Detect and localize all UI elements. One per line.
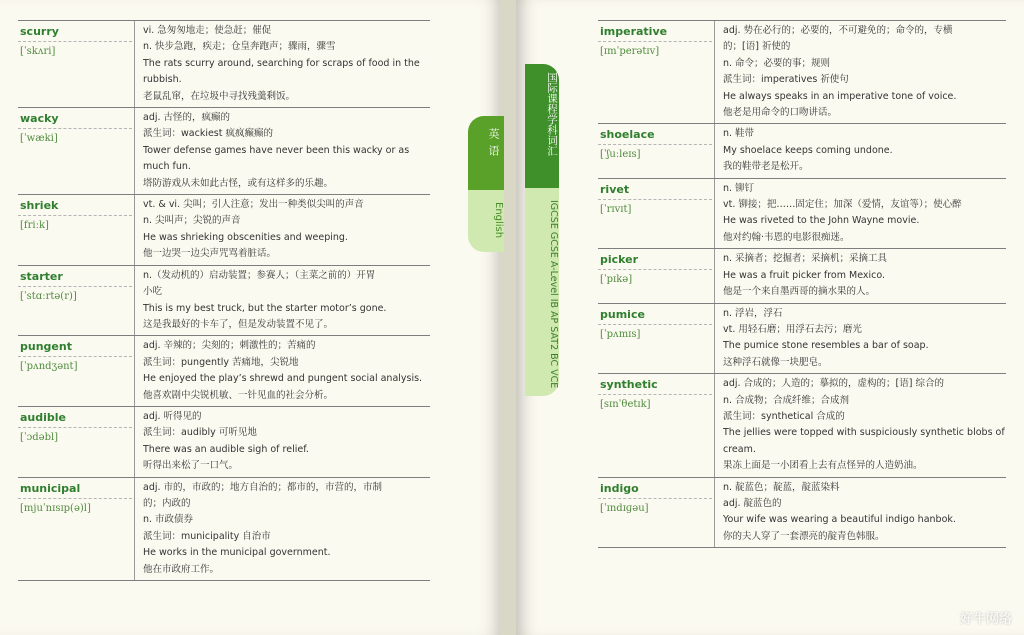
definition-line: He enjoyed the play’s shrewd and pungent social analysis. — [143, 373, 423, 385]
definition-line: n. 市政债券 — [143, 514, 194, 526]
definition-line: vi. 急匆匆地走；使急赶；催促 — [143, 25, 272, 36]
headword: imperative — [600, 25, 668, 38]
headword: audible — [20, 410, 67, 424]
definition-line: Tower defense games have never been this wacky or as — [143, 144, 410, 156]
entry-definition-cell — [135, 478, 430, 580]
phonetic: [ˈwæki] — [20, 132, 132, 146]
definition-line: adj. 合成的；人造的；摹拟的，虚构的；[语] 综合的 — [723, 378, 944, 390]
headword: synthetic — [600, 378, 658, 392]
definition-line: adj. 古怪的，疯癫的 — [143, 112, 231, 124]
course-series-tab — [525, 64, 561, 396]
definition-line: vt. & vi. 尖叫；引人注意；发出一种类似尖叫的声音 — [143, 199, 364, 211]
definition-line: This is my best truck, but the starter motor’s gone. — [143, 302, 387, 314]
definition-line: n. 合成物；合成纤维；合成剂 — [723, 394, 850, 406]
vocab-entry — [18, 265, 430, 336]
headword: pungent — [20, 340, 72, 354]
definition-line: He was riveted to the John Wayne movie. — [723, 215, 920, 227]
definition-line: 派生词：audibly 可听见地 — [143, 427, 257, 439]
definition-line: much fun. — [143, 161, 191, 173]
entry-headword-cell — [598, 249, 715, 302]
definition-line: vt. 用轻石磨；用浮石去污；磨光 — [723, 323, 862, 335]
vocab-entry — [598, 20, 1006, 123]
definition-line: 这是我最好的卡车了，但是发动装置不见了。 — [143, 318, 334, 330]
definition-line: He was shrieking obscenities and weeping. — [143, 231, 348, 243]
definition-line: He works in the municipal government. — [143, 547, 331, 559]
vocab-entry — [598, 477, 1006, 549]
phonetic: [ˈpʌndʒənt] — [20, 360, 132, 374]
phonetic: [ˈɔdəbl] — [20, 431, 132, 445]
watermark: 好牛网络 — [959, 612, 1012, 627]
definition-line: 塔防游戏从未如此古怪，或有这样多的乐趣。 — [143, 177, 334, 189]
definition-line: adj. 势在必行的；必要的，不可避免的；命令的，专横 — [723, 25, 953, 36]
definition-line: n. 靛蓝色；靛蓝，靛蓝染料 — [723, 481, 840, 493]
definition-line: n. 采摘者；挖掘者；采摘机；采摘工具 — [723, 253, 888, 265]
entry-headword-cell — [598, 304, 715, 374]
definition-line: He was a fruit picker from Mexico. — [723, 269, 886, 281]
english-section-tab — [468, 116, 504, 252]
entry-headword-cell — [18, 108, 135, 194]
entry-headword-cell — [18, 478, 135, 580]
definition-line: adj. 市的，市政的；地方自治的；都市的，市营的，市制 — [143, 481, 383, 493]
phonetic: [ˈrɪvɪt] — [600, 203, 712, 217]
entry-headword-cell — [18, 195, 135, 265]
tab-label-english-en: English — [493, 202, 504, 239]
entry-definition-cell — [715, 478, 1006, 548]
entry-definition-cell — [135, 336, 430, 406]
definition-line: The pumice stone resembles a bar of soap. — [723, 340, 929, 352]
left-entry-list — [18, 20, 430, 581]
vocab-entry — [18, 335, 430, 406]
definition-line: 的；内政的 — [143, 497, 191, 509]
definition-line: rubbish. — [143, 74, 182, 86]
definition-line: n. 尖叫声；尖锐的声音 — [143, 215, 241, 227]
headword: rivet — [600, 182, 630, 196]
headword: pumice — [600, 307, 645, 321]
vocab-entry — [598, 248, 1006, 302]
definition-line: adj. 听得见的 — [143, 410, 202, 422]
entry-definition-cell — [715, 249, 1006, 302]
phonetic: [ˈʃuːleɪs] — [600, 148, 712, 162]
book-gutter — [500, 0, 516, 635]
phonetic: [ɪmˈperətɪv] — [600, 45, 712, 59]
definition-line: vt. 铆接；把……固定住；加深（爱情，友谊等）；使心醉 — [723, 199, 962, 211]
phonetic: [ˈskʌri] — [20, 45, 132, 59]
headword: picker — [600, 253, 639, 267]
phonetic: [friːk] — [20, 219, 132, 233]
definition-line: There was an audible sigh of relief. — [143, 443, 309, 455]
phonetic: [mjuˈnɪsɪp(ə)l] — [20, 502, 132, 516]
definition-line: 小吃 — [143, 286, 163, 298]
headword: shoelace — [600, 128, 655, 142]
definition-line: 他对约翰·韦恩的电影很痴迷。 — [723, 231, 850, 243]
phonetic: [ˈstɑːrtə(r)] — [20, 290, 132, 304]
vocab-entry — [598, 303, 1006, 374]
vocab-entry — [18, 107, 430, 194]
series-title: 国际课程学科词汇 — [546, 72, 558, 156]
vocab-entry — [598, 123, 1006, 177]
definition-line: 派生词：imperatives 祈使句 — [723, 74, 849, 86]
entry-headword-cell — [598, 21, 715, 123]
definition-line: n.（发动机的）启动装置；参赛人；（主菜之前的）开胃 — [143, 269, 376, 281]
definition-line: My shoelace keeps coming undone. — [723, 144, 893, 156]
headword: wacky — [20, 112, 59, 126]
entry-definition-cell — [715, 21, 1006, 123]
definition-line: 他一边哭一边尖声咒骂着脏话。 — [143, 248, 277, 260]
entry-definition-cell — [135, 21, 430, 107]
entry-definition-cell — [715, 304, 1006, 374]
series-course-list: IGCSE GCSE A-Level IB AP SAT2 BC VCE — [548, 200, 559, 389]
definition-line: 我的鞋带老是松开。 — [723, 161, 809, 173]
phonetic: [ˈpʌmɪs] — [600, 328, 712, 342]
entry-definition-cell — [135, 407, 430, 477]
definition-line: adj. 靛蓝色的 — [723, 497, 782, 509]
entry-headword-cell — [18, 336, 135, 406]
definition-line: The jellies were topped with suspiciously synthetic blobs of — [723, 427, 1005, 439]
definition-line: 派生词：municipality 自治市 — [143, 530, 271, 542]
definition-line: 的；[语] 祈使的 — [723, 41, 791, 53]
headword: scurry — [20, 25, 59, 38]
definition-line: n. 鞋带 — [723, 128, 755, 140]
definition-line: 他老是用命令的口吻讲话。 — [723, 107, 838, 119]
definition-line: n. 铆钉 — [723, 182, 755, 194]
right-entry-list — [598, 20, 1006, 548]
definition-line: adj. 辛辣的；尖刻的；刺激性的；苦痛的 — [143, 340, 316, 352]
tab-label-english-cn: 英语 — [487, 128, 500, 162]
vocab-entry — [598, 178, 1006, 249]
definition-line: 果冻上面是一小团看上去有点怪异的人造奶油。 — [723, 460, 923, 472]
entry-definition-cell — [715, 179, 1006, 249]
entry-definition-cell — [715, 374, 1006, 476]
headword: shriek — [20, 199, 59, 213]
entry-headword-cell — [18, 266, 135, 336]
vocab-entry — [18, 20, 430, 107]
definition-line: 他喜欢剧中尖锐机敏、一针见血的社会分析。 — [143, 389, 334, 401]
vocab-entry — [598, 373, 1006, 476]
definition-line: 老鼠乱窜，在垃圾中寻找残羹剩饭。 — [143, 90, 296, 102]
entry-headword-cell — [18, 21, 135, 107]
phonetic: [ˈpɪkə] — [600, 273, 712, 287]
entry-headword-cell — [18, 407, 135, 477]
definition-line: n. 浮岩，浮石 — [723, 307, 783, 319]
definition-line: 这种浮石就像一块肥皂。 — [723, 356, 828, 368]
phonetic: [ˈɪndɪɡəu] — [600, 502, 712, 516]
definition-line: 派生词：synthetical 合成的 — [723, 410, 845, 422]
headword: municipal — [20, 481, 81, 495]
definition-line: 他是一个来自墨西哥的摘水果的人。 — [723, 286, 876, 298]
entry-definition-cell — [135, 266, 430, 336]
entry-headword-cell — [598, 179, 715, 249]
definition-line: n. 快步急跑，疾走；仓皇奔跑声；骤雨，骤雪 — [143, 41, 336, 53]
definition-line: 听得出来松了一口气。 — [143, 460, 239, 472]
definition-line: 派生词：wackiest 疯疯癫癫的 — [143, 128, 273, 140]
vocab-entry — [18, 194, 430, 265]
entry-headword-cell — [598, 124, 715, 177]
definition-line: 他在市政府工作。 — [143, 563, 220, 575]
entry-definition-cell — [135, 195, 430, 265]
definition-line: He always speaks in an imperative tone of voice. — [723, 90, 957, 102]
definition-line: The rats scurry around, searching for scraps of food in the — [143, 57, 420, 69]
definition-line: Your wife was wearing a beautiful indigo hanbok. — [723, 514, 956, 526]
entry-headword-cell — [598, 374, 715, 476]
entry-definition-cell — [715, 124, 1006, 177]
headword: starter — [20, 269, 63, 283]
entry-definition-cell — [135, 108, 430, 194]
vocab-entry — [18, 406, 430, 477]
definition-line: cream. — [723, 443, 756, 455]
definition-line: 派生词：pungently 苦痛地，尖锐地 — [143, 356, 299, 368]
phonetic: [sɪnˈθetɪk] — [600, 398, 712, 412]
headword: indigo — [600, 481, 639, 495]
vocab-entry — [18, 477, 430, 581]
definition-line: n. 命令；必要的事；规则 — [723, 57, 831, 69]
definition-line: 你的夫人穿了一套漂亮的靛青色韩服。 — [723, 530, 885, 542]
entry-headword-cell — [598, 478, 715, 548]
